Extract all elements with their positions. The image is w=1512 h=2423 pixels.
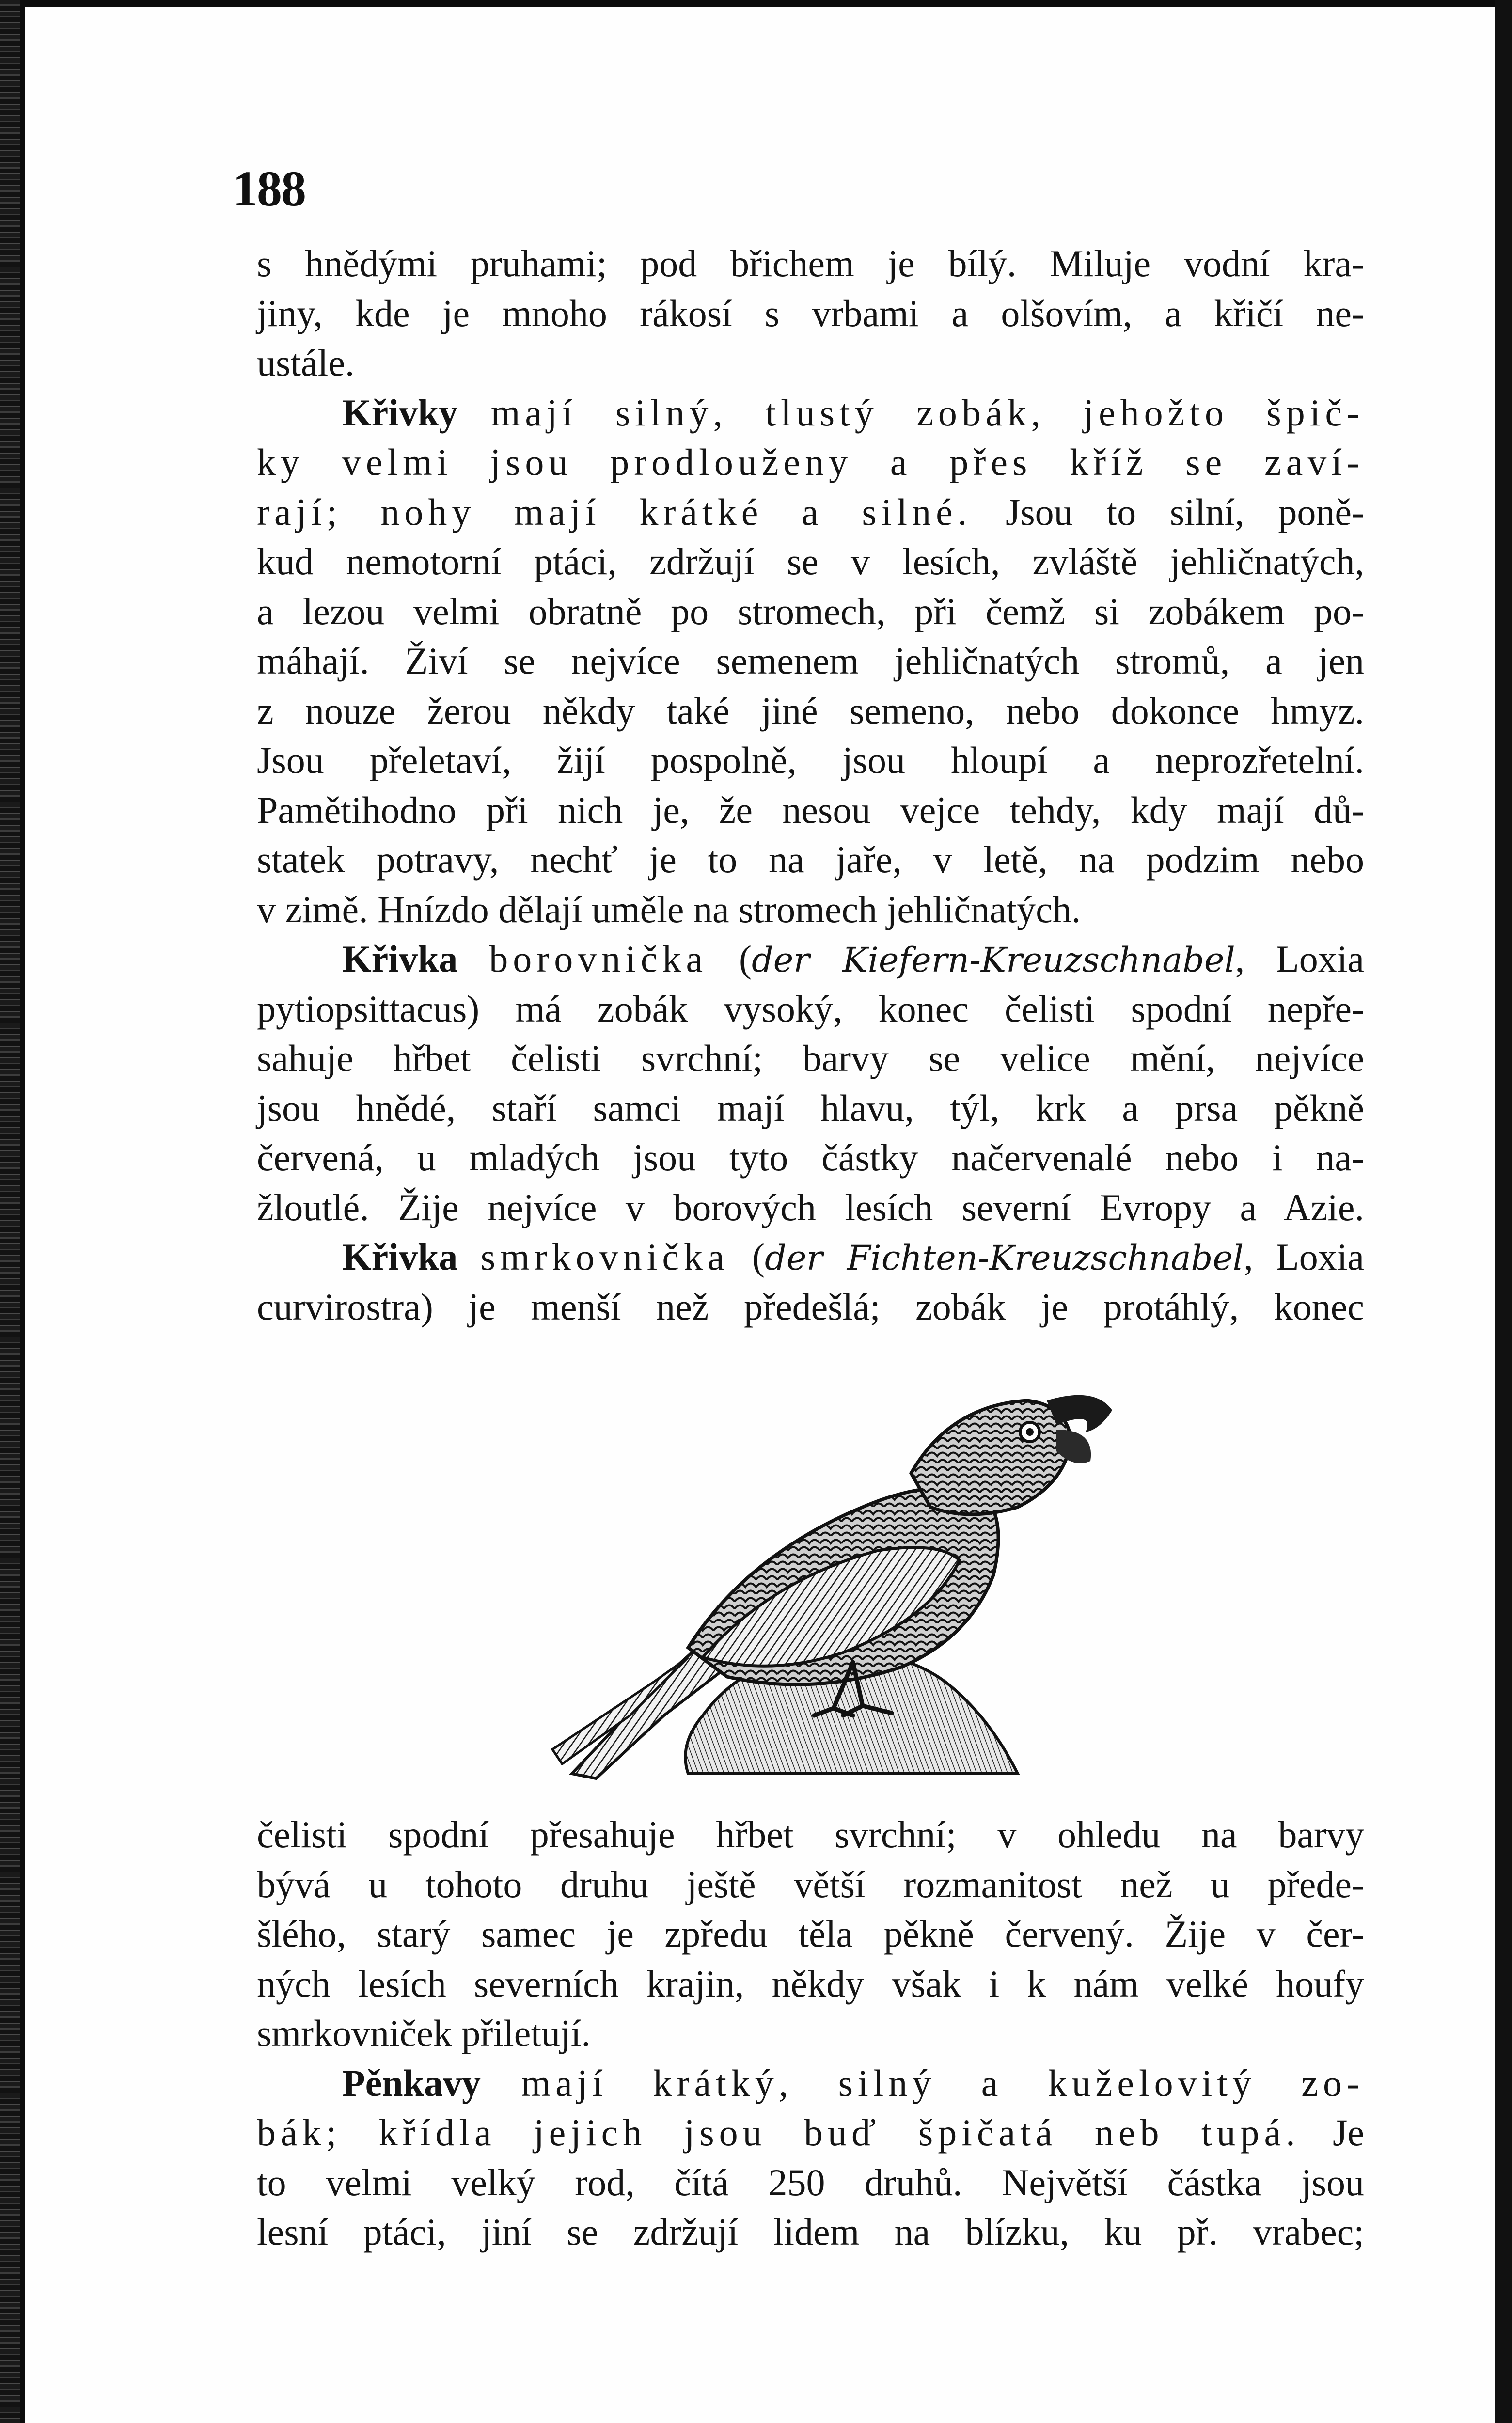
text-line: curvirostra) je menší než předešlá; zobák je protáhlý, konec (257, 1285, 1364, 1328)
text-line: ustále. (257, 342, 355, 384)
heading-penkavy: Pěnkavy (342, 2061, 481, 2104)
heading-krivka-borovnicka: Křivka (342, 938, 458, 980)
text-line: Pamětihodno při nich je, že nesou vejce tehdy, kdy mají dů- (257, 788, 1364, 831)
paragraph-smrkovnicka: Křivka smrkovnička (der Fichten-Kreuzschnabel, Loxia (342, 1236, 1365, 1278)
text-line: pytiopsittacus) má zobák vysoký, konec čelisti spodní nepře- (257, 987, 1364, 1030)
crossbill-bird-icon (543, 1347, 1115, 1808)
text-line: a lezou velmi obratně po stromech, při čemž si zobákem po- (257, 590, 1364, 632)
heading-krivka-smrkovnicka: Křivka (342, 1236, 458, 1278)
text-line: jsou hnědé, staří samci mají hlavu, týl, krk a prsa pěkně (257, 1086, 1364, 1129)
german-name: der Fichten-Kreuzschnabel (765, 1238, 1244, 1278)
text-line: kud nemotorní ptáci, zdržují se v lesích, zvláště jehličnatých, (257, 540, 1364, 582)
text-line: žloutlé. Žije nejvíce v borových lesích severní Evropy a Azie. (257, 1186, 1364, 1228)
text-line: červená, u mladých jsou tyto částky načervenalé nebo i na- (257, 1136, 1364, 1179)
text-line: čelisti spodní přesahuje hřbet svrchní; v ohledu na barvy (257, 1813, 1364, 1856)
text-line: bývá u tohoto druhu ještě větší rozmanitost než u přede- (257, 1863, 1364, 1905)
german-name: der Kiefern-Kreuzschnabel (751, 940, 1235, 980)
text-line: lesní ptáci, jiní se zdržují lidem na blízku, ku př. vrabec; (257, 2211, 1364, 2253)
text-line: máhají. Živí se nejvíce semenem jehličnatých stromů, a jen (257, 640, 1364, 682)
heading-krivky: Křivky (342, 391, 458, 434)
paragraph-krivky: Křivky mají silný, tlustý zobák, jehožto špič- (342, 391, 1365, 434)
text-line: bák; křídla jejich jsou buď špičatá neb tupá. Je (257, 2111, 1364, 2154)
text-block-bottom (257, 1810, 1364, 2257)
text-line: statek potravy, nechť je to na jaře, v letě, na podzim nebo (257, 838, 1364, 881)
text-line: sahuje hřbet čelisti svrchní; barvy se velice mění, nejvíce (257, 1037, 1364, 1079)
page-number: 188 (233, 161, 305, 217)
paragraph-penkavy: Pěnkavy mají krátký, silný a kuželovitý zo- (342, 2061, 1365, 2104)
text-line: to velmi velký rod, čítá 250 druhů. Největší částka jsou (257, 2161, 1364, 2203)
text-line: v zimě. Hnízdo dělají uměle na stromech jehličnatých. (257, 888, 1081, 930)
text-line: s hnědými pruhami; pod břichem je bílý. Miluje vodní kra- (257, 242, 1364, 284)
text-line: ných lesích severních krajin, někdy však i k nám velké houfy (257, 1962, 1364, 2005)
text-line: jiny, kde je mnoho rákosí s vrbami a olšovím, a křičí ne- (257, 292, 1364, 334)
text-line: šlého, starý samec je zpředu těla pěkně červený. Žije v čer- (257, 1913, 1364, 1955)
paragraph-borovnicka: Křivka borovnička (der Kiefern-Kreuzschnabel, Loxia (342, 938, 1365, 980)
book-binding (0, 0, 20, 2423)
text-line: smrkovniček přiletují. (257, 2012, 591, 2054)
text-line: ky velmi jsou prodlouženy a přes kříž se zaví- (257, 441, 1364, 483)
text-line: rají; nohy mají krátké a silné. Jsou to silní, poně- (257, 490, 1365, 533)
page-edge (1495, 0, 1512, 2423)
text-line: z nouze žerou někdy také jiné semeno, nebo dokonce hmyz. (257, 689, 1364, 732)
text-block-top (257, 239, 1364, 1332)
text-line: Jsou přeletaví, žijí pospolně, jsou hloupí a neprozřetelní. (257, 739, 1364, 781)
